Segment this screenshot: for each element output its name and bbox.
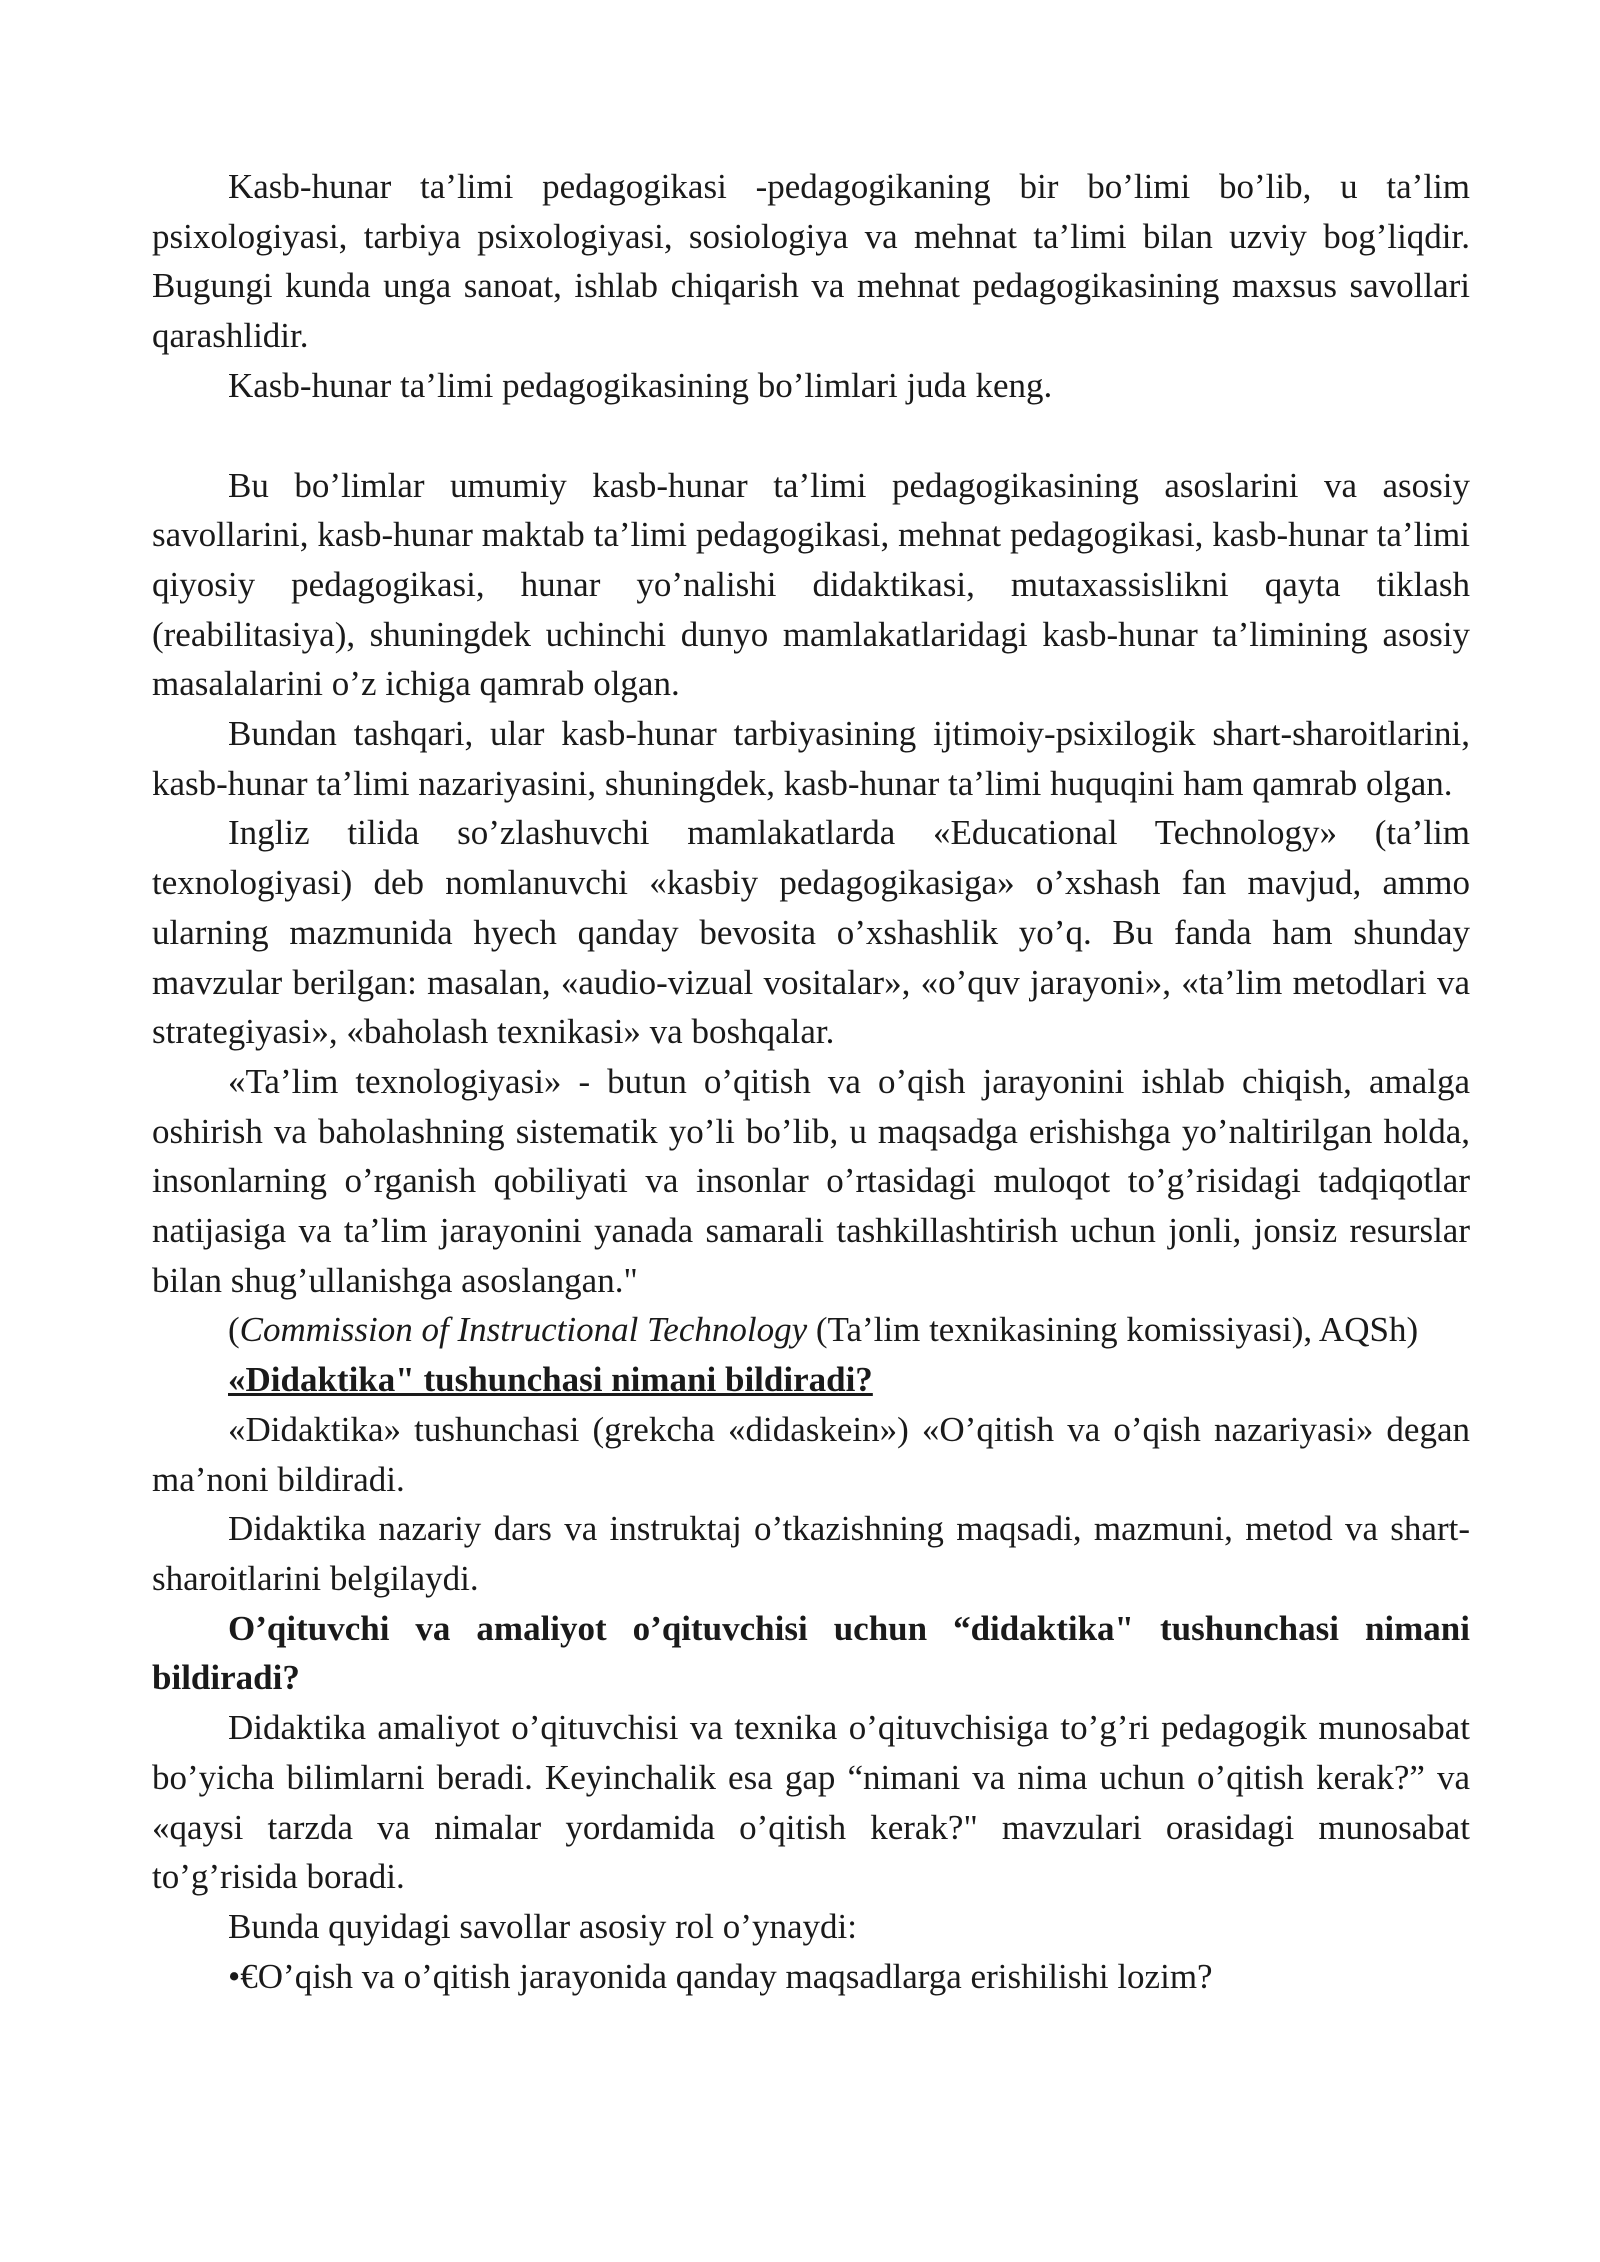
citation-rest: (Ta’lim texnikasining komissiyasi), AQSh): [807, 1310, 1419, 1350]
paragraph-didaktika-defines: Didaktika nazariy dars va instruktaj o’tkazishning maqsadi, mazmuni, metod va shart-sharoitlarini belgilaydi.: [152, 1509, 1470, 1598]
citation-open: (: [228, 1310, 240, 1350]
heading-didaktika-question: «Didaktika" tushunchasi nimani bildiradi?: [228, 1360, 873, 1400]
paragraph-citation: [152, 1305, 1470, 1355]
paragraph-didaktika-gives: Didaktika amaliyot o’qituvchisi va texnika o’qituvchisiga to’g’ri pedagogik munosabat bo’yicha bilimlarni beradi. Keyinchalik esa gap “nimani va nima uchun o’qitish kerak?” va «qaysi tarzda va nimalar yordamida o’qitish kerak?" mavzulari orasidagi munosabat to’g’risida boradi.: [152, 1708, 1470, 1897]
paragraph-didaktika-meaning: «Didaktika» tushunchasi (grekcha «didaskein») «O’qitish va o’qish nazariyasi» degan ma’noni bildiradi.: [152, 1409, 1470, 1499]
paragraph-educational-technology: Ingliz tilida so’zlashuvchi mamlakatlarda «Educational Technology» (ta’lim texnologiyasi) deb nomlanuvchi «kasbiy pedagogikasiga» o’xshash fan mavjud, ammo ularning mazmunida hyech qanday bevosita o’xshashlik yo’q. Bu fanda ham shunday mavzular berilgan: masalan, «audio-vizual vositalar», «o’quv jarayoni», «ta’lim metodlari va strategiyasi», «baholash texnikasi» va boshqalar.: [152, 813, 1470, 1052]
paragraph-questions-intro: Bunda quyidagi savollar asosiy rol o’ynaydi:: [228, 1906, 857, 1946]
paragraph-intro: Kasb-hunar ta’limi pedagogikasi -pedagogikaning bir bo’limi bo’lib, u ta’lim psixologiyasi, tarbiya psixologiyasi, sosiologiya va mehnat ta’limi bilan uzviy bog’liqdir. Bugungi kunda unga sanoat, ishlab chiqarish va mehnat pedagogikasining maxsus savollari qarashlidir.: [152, 167, 1470, 356]
paragraph-definition-quote: «Ta’lim texnologiyasi» - butun o’qitish va o’qish jarayonini ishlab chiqish, amalga oshirish va baholashning sistematik yo’li bo’lib, u maqsadga erishishga yo’naltirilgan holda, insonlarning o’rganish qobiliyati va insonlar o’rtasidagi muloqot to’g’risidagi tadqiqotlar natijasiga va ta’lim jarayonini yanada samarali tashkillashtirish uchun jonli, jonsiz resurslar bilan shug’ullanishga asoslangan.": [152, 1061, 1470, 1300]
bullet-icon: •€: [228, 1956, 258, 1996]
paragraph-sections-list: Bu bo’limlar umumiy kasb-hunar ta’limi pedagogikasining asoslarini va asosiy savollarini, kasb-hunar maktab ta’limi pedagogikasi, mehnat pedagogikasi, kasb-hunar ta’limi qiyosiy pedagogikasi, hunar yo’nalishi didaktikasi, mutaxassislikni qayta tiklash (reabilitasiya), shuningdek uchinchi dunyo mamlakatlaridagi kasb-hunar ta’limining asosiy masalalarini o’z ichiga qamrab olgan.: [152, 465, 1470, 704]
heading-teacher-question: O’qituvchi va amaliyot o’qituvchisi uchun “didaktika" tushunchasi nimani bildiradi?: [152, 1608, 1470, 1698]
list-item: [152, 1952, 1470, 2002]
document-page: [152, 162, 1470, 2001]
citation-source-italic: Commission of Instructional Technology: [239, 1310, 808, 1350]
paragraph-spacer: [152, 411, 1470, 461]
paragraph-additional: Bundan tashqari, ular kasb-hunar tarbiyasining ijtimoiy-psixilogik shart-sharoitlarini, kasb-hunar ta’limi nazariyasini, shuningdek, kasb-hunar ta’limi huquqini ham qamrab olgan.: [152, 714, 1470, 803]
paragraph-sections-wide: Kasb-hunar ta’limi pedagogikasining bo’limlari juda keng.: [228, 365, 1053, 405]
list-item-text: O’qish va o’qitish jarayonida qanday maqsadlarga erishilishi lozim?: [257, 1956, 1213, 1996]
